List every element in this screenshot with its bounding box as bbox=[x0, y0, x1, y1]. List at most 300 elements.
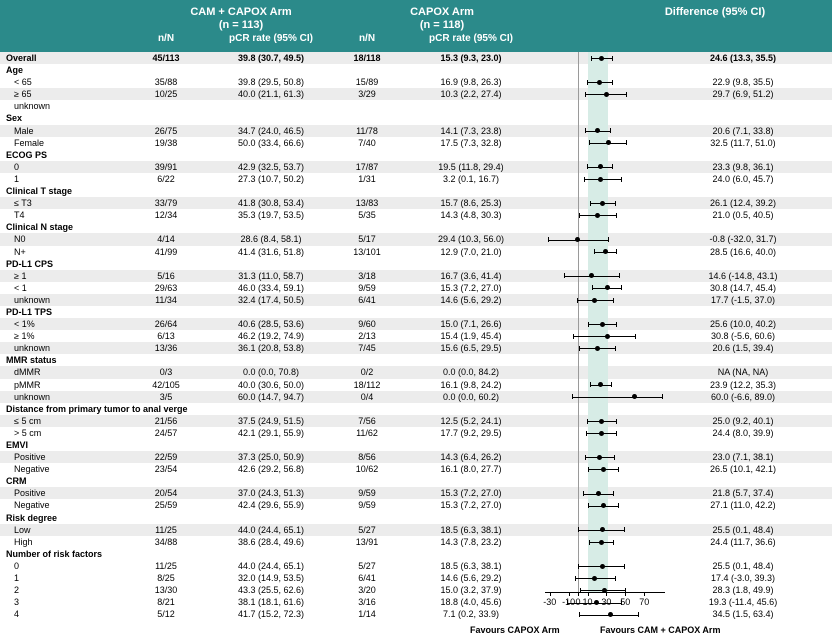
axis-tick bbox=[588, 592, 589, 596]
cell-pcr-cam: 40.0 (30.6, 50.0) bbox=[237, 379, 305, 390]
ci-cap-right bbox=[615, 346, 616, 351]
cell-nn-cam: 42/105 bbox=[152, 379, 180, 390]
cell-difference: 20.6 (1.5, 39.4) bbox=[712, 343, 774, 354]
cell-pcr-capox: 14.3 (7.8, 23.2) bbox=[440, 536, 502, 547]
zero-reference-line bbox=[578, 52, 579, 592]
cell-difference: 24.4 (8.0, 39.9) bbox=[712, 427, 774, 438]
row-label: PD-L1 TPS bbox=[6, 306, 53, 317]
ci-cap-right bbox=[621, 177, 622, 182]
point-estimate-marker bbox=[632, 394, 637, 399]
cell-difference: NA (NA, NA) bbox=[717, 367, 769, 378]
row-label: Negative bbox=[14, 500, 50, 511]
point-estimate-marker bbox=[603, 249, 608, 254]
cell-pcr-capox: 16.1 (9.8, 24.2) bbox=[440, 379, 502, 390]
cell-difference: 60.0 (-6.6, 89.0) bbox=[710, 391, 776, 402]
axis-tick bbox=[578, 592, 579, 596]
row-label: Male bbox=[14, 125, 34, 136]
cell-pcr-capox: 14.6 (5.6, 29.2) bbox=[440, 294, 502, 305]
row-label: unknown bbox=[14, 294, 51, 305]
row-label: Overall bbox=[6, 53, 37, 63]
cell-nn-capox: 13/101 bbox=[353, 246, 381, 257]
cell-nn-cam: 11/25 bbox=[155, 560, 177, 571]
cell-nn-cam: 12/34 bbox=[154, 210, 178, 221]
cell-nn-capox: 0/4 bbox=[360, 391, 374, 402]
point-estimate-marker bbox=[600, 322, 605, 327]
row-label: 4 bbox=[14, 609, 20, 620]
cell-pcr-cam: 46.0 (33.4, 59.1) bbox=[237, 282, 305, 293]
axis-tick-label: 50 bbox=[620, 597, 631, 607]
cell-difference: 25.5 (0.1, 48.4) bbox=[712, 560, 774, 571]
ci-cap-left bbox=[590, 382, 591, 387]
row-label: CRM bbox=[6, 476, 27, 487]
cell-pcr-cam: 37.0 (24.3, 51.3) bbox=[237, 488, 305, 499]
row-label: Negative bbox=[14, 464, 50, 475]
row-label: pMMR bbox=[14, 379, 41, 390]
ci-cap-left bbox=[578, 527, 579, 532]
point-estimate-marker bbox=[606, 140, 611, 145]
row-label: 2 bbox=[14, 585, 20, 596]
point-estimate-marker bbox=[597, 80, 602, 85]
cell-pcr-capox: 15.0 (7.1, 26.6) bbox=[440, 319, 502, 330]
ci-cap-left bbox=[578, 564, 579, 569]
header-group-cam-capox-n: (n = 113) bbox=[218, 19, 264, 31]
point-estimate-marker bbox=[592, 298, 597, 303]
row-label: < 1% bbox=[14, 319, 35, 330]
header-sub-pcr-capox: pCR rate (95% CI) bbox=[429, 33, 513, 44]
cell-nn-cam: 26/64 bbox=[154, 319, 178, 330]
row-label: High bbox=[14, 536, 33, 547]
cell-pcr-cam: 42.1 (29.1, 55.9) bbox=[237, 427, 305, 438]
cell-nn-capox: 18/112 bbox=[353, 379, 381, 390]
ci-cap-left bbox=[588, 467, 589, 472]
cell-nn-cam: 0/3 bbox=[159, 367, 173, 378]
cell-nn-capox: 9/60 bbox=[358, 319, 376, 330]
cell-nn-cam: 35/88 bbox=[154, 77, 178, 88]
cell-nn-capox: 13/91 bbox=[355, 536, 379, 547]
cell-nn-cam: 26/75 bbox=[154, 125, 178, 136]
row-label: < 1 bbox=[14, 282, 27, 293]
ci-cap-left bbox=[587, 164, 588, 169]
row-label: ≥ 1% bbox=[14, 331, 35, 342]
cell-nn-capox: 3/20 bbox=[358, 585, 376, 596]
table-row bbox=[0, 270, 832, 282]
cell-pcr-capox: 15.6 (6.5, 29.5) bbox=[440, 343, 502, 354]
point-estimate-marker bbox=[599, 419, 604, 424]
cell-pcr-capox: 15.0 (3.2, 37.9) bbox=[440, 585, 502, 596]
ci-cap-left bbox=[584, 177, 585, 182]
cell-pcr-capox: 12.9 (7.0, 21.0) bbox=[440, 246, 502, 257]
cell-difference: 32.5 (11.7, 51.0) bbox=[710, 137, 776, 148]
cell-pcr-capox: 16.1 (8.0, 27.7) bbox=[440, 464, 502, 475]
table-row bbox=[0, 427, 832, 439]
header-group-difference-title: Difference (95% CI) bbox=[664, 6, 766, 18]
cell-nn-capox: 3/29 bbox=[358, 89, 376, 100]
cell-difference: 25.0 (9.2, 40.1) bbox=[712, 415, 774, 426]
cell-pcr-cam: 43.3 (25.5, 62.6) bbox=[237, 585, 305, 596]
table-row bbox=[0, 451, 832, 463]
axis-line bbox=[545, 592, 665, 593]
ci-cap-right bbox=[626, 92, 627, 97]
table-row bbox=[0, 52, 832, 64]
ci-cap-right bbox=[624, 564, 625, 569]
cell-nn-capox: 3/16 bbox=[358, 597, 376, 608]
ci-cap-left bbox=[588, 322, 589, 327]
cell-nn-capox: 5/17 bbox=[358, 234, 376, 245]
cell-nn-capox: 11/78 bbox=[356, 125, 378, 136]
cell-difference: 17.4 (-3.0, 39.3) bbox=[710, 573, 776, 584]
row-label: T4 bbox=[14, 210, 25, 221]
axis-tick bbox=[644, 592, 645, 596]
row-label: Distance from primary tumor to anal verge bbox=[6, 403, 188, 414]
table-row bbox=[0, 366, 832, 378]
cell-pcr-capox: 14.3 (4.8, 30.3) bbox=[440, 210, 502, 221]
ci-cap-left bbox=[587, 80, 588, 85]
cell-nn-cam: 19/38 bbox=[154, 137, 178, 148]
cell-difference: 23.0 (7.1, 38.1) bbox=[712, 452, 774, 463]
cell-pcr-capox: 16.9 (9.8, 26.3) bbox=[440, 77, 502, 88]
row-label: Positive bbox=[14, 488, 46, 499]
cell-pcr-capox: 0.0 (0.0, 84.2) bbox=[442, 367, 500, 378]
table-row bbox=[0, 318, 832, 330]
ci-cap-right bbox=[626, 140, 627, 145]
cell-pcr-cam: 42.6 (29.2, 56.8) bbox=[237, 464, 305, 475]
ci-cap-left bbox=[589, 140, 590, 145]
cell-nn-cam: 11/25 bbox=[155, 524, 177, 535]
header-sub-nn-cam: n/N bbox=[157, 33, 175, 44]
ci-cap-right bbox=[615, 201, 616, 206]
axis-tick-label: -10 bbox=[562, 597, 576, 607]
row-label: > 5 cm bbox=[14, 427, 42, 438]
subgroup-table bbox=[0, 52, 832, 620]
cell-difference: 23.3 (9.8, 36.1) bbox=[712, 161, 774, 172]
cell-pcr-cam: 32.4 (17.4, 50.5) bbox=[237, 294, 305, 305]
cell-difference: 24.6 (13.3, 35.5) bbox=[709, 53, 777, 63]
cell-difference: 24.0 (6.0, 45.7) bbox=[712, 173, 774, 184]
ci-cap-right bbox=[616, 249, 617, 254]
cell-nn-cam: 5/16 bbox=[157, 270, 175, 281]
cell-nn-capox: 1/31 bbox=[358, 173, 376, 184]
table-row bbox=[0, 342, 832, 354]
cell-nn-capox: 17/87 bbox=[355, 161, 379, 172]
ci-cap-left bbox=[579, 346, 580, 351]
row-label: Clinical N stage bbox=[6, 222, 74, 233]
ci-cap-right bbox=[618, 503, 619, 508]
subgroup-header-row bbox=[0, 354, 832, 366]
cell-nn-cam: 6/22 bbox=[157, 173, 175, 184]
ci-cap-right bbox=[612, 164, 613, 169]
row-label: Age bbox=[6, 65, 24, 76]
cell-nn-cam: 10/25 bbox=[154, 89, 178, 100]
row-label: 0 bbox=[14, 161, 20, 172]
cell-nn-capox: 9/59 bbox=[358, 500, 376, 511]
subgroup-header-row bbox=[0, 112, 832, 124]
table-row bbox=[0, 499, 832, 511]
row-label: Positive bbox=[14, 452, 46, 463]
row-label: dMMR bbox=[14, 367, 41, 378]
point-estimate-marker bbox=[599, 540, 604, 545]
point-estimate-marker bbox=[604, 92, 609, 97]
ci-cap-right bbox=[621, 285, 622, 290]
cell-pcr-capox: 17.5 (7.3, 32.8) bbox=[440, 137, 502, 148]
cell-pcr-cam: 39.8 (29.5, 50.8) bbox=[237, 77, 305, 88]
point-estimate-marker bbox=[600, 201, 605, 206]
subgroup-header-row bbox=[0, 185, 832, 197]
cell-pcr-cam: 42.9 (32.5, 53.7) bbox=[237, 161, 305, 172]
table-row bbox=[0, 88, 832, 100]
point-estimate-marker bbox=[599, 56, 604, 61]
ci-cap-left bbox=[579, 213, 580, 218]
header-group-capox-title: CAPOX Arm bbox=[410, 6, 474, 18]
table-row bbox=[0, 76, 832, 88]
forest-plot-area bbox=[545, 52, 665, 592]
ci-cap-right bbox=[616, 419, 617, 424]
axis-tick-label: 70 bbox=[639, 597, 650, 607]
cell-nn-cam: 23/54 bbox=[154, 464, 178, 475]
table-row bbox=[0, 100, 832, 112]
cell-pcr-cam: 44.0 (24.4, 65.1) bbox=[237, 524, 305, 535]
cell-nn-cam: 22/59 bbox=[154, 452, 178, 463]
point-estimate-marker bbox=[575, 237, 580, 242]
ci-cap-right bbox=[613, 491, 614, 496]
cell-pcr-cam: 40.6 (28.5, 53.6) bbox=[237, 319, 305, 330]
row-label: Risk degree bbox=[6, 512, 58, 523]
cell-pcr-cam: 35.3 (19.7, 53.5) bbox=[237, 210, 305, 221]
cell-nn-cam: 5/12 bbox=[157, 609, 175, 620]
cell-pcr-cam: 40.0 (21.1, 61.3) bbox=[237, 89, 305, 100]
cell-pcr-capox: 14.1 (7.3, 23.8) bbox=[440, 125, 502, 136]
cell-difference: 30.8 (-5.6, 60.6) bbox=[710, 331, 776, 342]
cell-pcr-cam: 39.8 (30.7, 49.5) bbox=[237, 53, 305, 63]
ci-cap-left bbox=[590, 201, 591, 206]
cell-pcr-capox: 15.7 (8.6, 25.3) bbox=[440, 198, 502, 209]
table-row bbox=[0, 161, 832, 173]
axis-caption-right: Favours CAM + CAPOX Arm bbox=[600, 625, 721, 635]
cell-nn-cam: 45/113 bbox=[152, 53, 180, 63]
row-label: Female bbox=[14, 137, 45, 148]
cell-difference: 21.8 (5.7, 37.4) bbox=[712, 488, 774, 499]
subgroup-header-row bbox=[0, 403, 832, 415]
cell-pcr-cam: 32.0 (14.9, 53.5) bbox=[237, 573, 305, 584]
ci-cap-left bbox=[594, 249, 595, 254]
cell-nn-capox: 15/89 bbox=[355, 77, 379, 88]
table-row bbox=[0, 173, 832, 185]
row-label: EMVI bbox=[6, 440, 29, 450]
axis-caption-left: Favours CAPOX Arm bbox=[470, 625, 560, 635]
row-label: ≤ 5 cm bbox=[14, 415, 41, 426]
cell-pcr-capox: 15.3 (7.2, 27.0) bbox=[440, 488, 502, 499]
cell-difference: 29.7 (6.9, 51.2) bbox=[712, 89, 774, 100]
row-label: 1 bbox=[14, 573, 20, 584]
cell-nn-capox: 5/27 bbox=[358, 524, 376, 535]
row-label: Clinical T stage bbox=[6, 186, 73, 197]
cell-pcr-cam: 27.3 (10.7, 50.2) bbox=[237, 173, 305, 184]
header-sub-nn-capox: n/N bbox=[358, 33, 376, 44]
cell-nn-capox: 1/14 bbox=[358, 609, 376, 620]
table-row bbox=[0, 596, 832, 608]
table-row bbox=[0, 330, 832, 342]
cell-pcr-cam: 46.2 (19.2, 74.9) bbox=[237, 331, 305, 342]
ci-cap-left bbox=[587, 419, 588, 424]
axis-tick-label: 0 bbox=[575, 597, 581, 607]
ci-cap-right bbox=[611, 382, 612, 387]
ci-cap-right bbox=[624, 527, 625, 532]
table-row bbox=[0, 463, 832, 475]
subgroup-header-row bbox=[0, 149, 832, 161]
subgroup-header-row bbox=[0, 306, 832, 318]
cell-pcr-cam: 31.3 (11.0, 58.7) bbox=[238, 270, 304, 281]
ci-cap-right bbox=[635, 334, 636, 339]
point-estimate-marker bbox=[605, 334, 610, 339]
row-label: PD-L1 CPS bbox=[6, 258, 54, 269]
ci-cap-left bbox=[548, 237, 549, 242]
cell-nn-capox: 7/45 bbox=[358, 343, 376, 354]
ci-cap-right bbox=[616, 431, 617, 436]
axis-tick-label: -30 bbox=[543, 597, 557, 607]
row-label: ≥ 65 bbox=[14, 89, 32, 100]
cell-nn-cam: 8/25 bbox=[157, 573, 175, 584]
table-row bbox=[0, 379, 832, 391]
cell-nn-cam: 25/59 bbox=[154, 500, 178, 511]
axis-tick bbox=[625, 592, 626, 596]
ci-cap-right bbox=[616, 213, 617, 218]
ci-cap-left bbox=[592, 285, 593, 290]
ci-cap-right bbox=[613, 540, 614, 545]
cell-nn-capox: 6/41 bbox=[358, 294, 376, 305]
cell-pcr-capox: 12.5 (5.2, 24.1) bbox=[440, 415, 502, 426]
row-label: < 65 bbox=[14, 77, 32, 88]
table-header bbox=[0, 0, 832, 52]
cell-difference: 26.5 (10.1, 42.1) bbox=[709, 464, 777, 475]
ci-cap-left bbox=[577, 298, 578, 303]
ci-cap-left bbox=[572, 394, 573, 399]
ci-cap-left bbox=[585, 455, 586, 460]
subgroup-header-row bbox=[0, 64, 832, 76]
cell-difference: 30.8 (14.7, 45.4) bbox=[709, 282, 777, 293]
cell-pcr-cam: 42.4 (29.6, 55.9) bbox=[237, 500, 305, 511]
ci-cap-left bbox=[575, 576, 576, 581]
cell-pcr-cam: 0.0 (0.0, 70.8) bbox=[242, 367, 300, 378]
cell-difference: 25.5 (0.1, 48.4) bbox=[712, 524, 774, 535]
subgroup-header-row bbox=[0, 548, 832, 560]
cell-difference: 26.1 (12.4, 39.2) bbox=[709, 198, 777, 209]
subgroup-header-row bbox=[0, 475, 832, 487]
ci-cap-right bbox=[612, 56, 613, 61]
cell-nn-cam: 33/79 bbox=[154, 198, 178, 209]
cell-pcr-capox: 3.2 (0.1, 16.7) bbox=[442, 173, 500, 184]
row-label: ECOG PS bbox=[6, 149, 48, 160]
cell-pcr-capox: 19.5 (11.8, 29.4) bbox=[438, 161, 504, 172]
row-label: unknown bbox=[14, 343, 51, 354]
cell-nn-cam: 39/91 bbox=[154, 161, 178, 172]
cell-nn-capox: 0/2 bbox=[360, 367, 374, 378]
cell-nn-cam: 13/36 bbox=[154, 343, 178, 354]
cell-difference: 20.6 (7.1, 33.8) bbox=[712, 125, 774, 136]
ci-cap-left bbox=[564, 273, 565, 278]
cell-difference: 27.1 (11.0, 42.2) bbox=[710, 500, 776, 511]
axis-tick bbox=[569, 592, 570, 596]
cell-pcr-capox: 10.3 (2.2, 27.4) bbox=[440, 89, 502, 100]
table-row bbox=[0, 233, 832, 245]
cell-pcr-cam: 41.4 (31.6, 51.8) bbox=[237, 246, 305, 257]
ci-cap-right bbox=[619, 273, 620, 278]
cell-difference: 28.3 (1.8, 49.9) bbox=[712, 585, 774, 596]
ci-cap-right bbox=[610, 128, 611, 133]
subgroup-header-row bbox=[0, 512, 832, 524]
ci-cap-right bbox=[612, 80, 613, 85]
table-row bbox=[0, 209, 832, 221]
table-row bbox=[0, 572, 832, 584]
cell-nn-cam: 24/57 bbox=[154, 427, 178, 438]
confidence-interval-line bbox=[572, 397, 662, 398]
cell-nn-capox: 6/41 bbox=[358, 573, 376, 584]
row-label: 0 bbox=[14, 560, 20, 571]
table-row bbox=[0, 294, 832, 306]
cell-nn-cam: 3/5 bbox=[159, 391, 173, 402]
cell-pcr-cam: 28.6 (8.4, 58.1) bbox=[240, 234, 302, 245]
cell-difference: -0.8 (-32.0, 31.7) bbox=[709, 234, 777, 245]
cell-pcr-capox: 18.5 (6.3, 38.1) bbox=[440, 560, 502, 571]
table-row bbox=[0, 137, 832, 149]
cell-nn-cam: 8/21 bbox=[157, 597, 175, 608]
ci-cap-right bbox=[618, 467, 619, 472]
cell-pcr-capox: 29.4 (10.3, 56.0) bbox=[437, 234, 505, 245]
cell-nn-capox: 2/13 bbox=[358, 331, 376, 342]
row-label: 3 bbox=[14, 597, 20, 608]
row-label: N+ bbox=[14, 246, 26, 257]
cell-nn-cam: 6/13 bbox=[157, 331, 175, 342]
cell-pcr-capox: 0.0 (0.0, 60.2) bbox=[442, 391, 500, 402]
cell-pcr-cam: 38.6 (28.4, 49.6) bbox=[237, 536, 305, 547]
cell-nn-cam: 34/88 bbox=[154, 536, 178, 547]
subgroup-header-row bbox=[0, 221, 832, 233]
row-label: Number of risk factors bbox=[6, 548, 103, 559]
table-row bbox=[0, 246, 832, 258]
cell-nn-cam: 41/99 bbox=[154, 246, 178, 257]
cell-nn-capox: 5/27 bbox=[358, 560, 376, 571]
ci-cap-left bbox=[588, 503, 589, 508]
table-row bbox=[0, 584, 832, 596]
ci-cap-left bbox=[586, 431, 587, 436]
ci-cap-left bbox=[583, 491, 584, 496]
ci-cap-right bbox=[613, 298, 614, 303]
cell-difference: 28.5 (16.6, 40.0) bbox=[709, 246, 777, 257]
point-estimate-marker bbox=[601, 467, 606, 472]
reference-band bbox=[588, 52, 609, 592]
cell-difference: 21.0 (0.5, 40.5) bbox=[712, 210, 774, 221]
header-sub-pcr-cam: pCR rate (95% CI) bbox=[229, 33, 313, 44]
row-label: Low bbox=[14, 524, 31, 535]
header-group-capox-n: (n = 118) bbox=[419, 19, 465, 31]
cell-pcr-cam: 60.0 (14.7, 94.7) bbox=[237, 391, 305, 402]
cell-pcr-cam: 41.7 (15.2, 72.3) bbox=[237, 609, 305, 620]
cell-nn-capox: 9/59 bbox=[358, 488, 376, 499]
cell-difference: 17.7 (-1.5, 37.0) bbox=[710, 294, 776, 305]
cell-nn-cam: 21/56 bbox=[154, 415, 178, 426]
cell-pcr-capox: 17.7 (9.2, 29.5) bbox=[440, 427, 502, 438]
table-row bbox=[0, 282, 832, 294]
cell-pcr-cam: 38.1 (18.1, 61.6) bbox=[237, 597, 305, 608]
point-estimate-marker bbox=[599, 431, 604, 436]
cell-nn-capox: 13/83 bbox=[355, 198, 379, 209]
cell-pcr-cam: 41.8 (30.8, 53.4) bbox=[237, 198, 305, 209]
header-group-cam-capox bbox=[136, 6, 346, 32]
axis-tick-label: 30 bbox=[601, 597, 612, 607]
cell-difference: 14.6 (-14.8, 43.1) bbox=[708, 270, 778, 281]
axis-tick bbox=[606, 592, 607, 596]
ci-cap-right bbox=[616, 322, 617, 327]
cell-pcr-capox: 16.7 (3.6, 41.4) bbox=[440, 270, 502, 281]
cell-difference: 25.6 (10.0, 40.2) bbox=[709, 319, 777, 330]
